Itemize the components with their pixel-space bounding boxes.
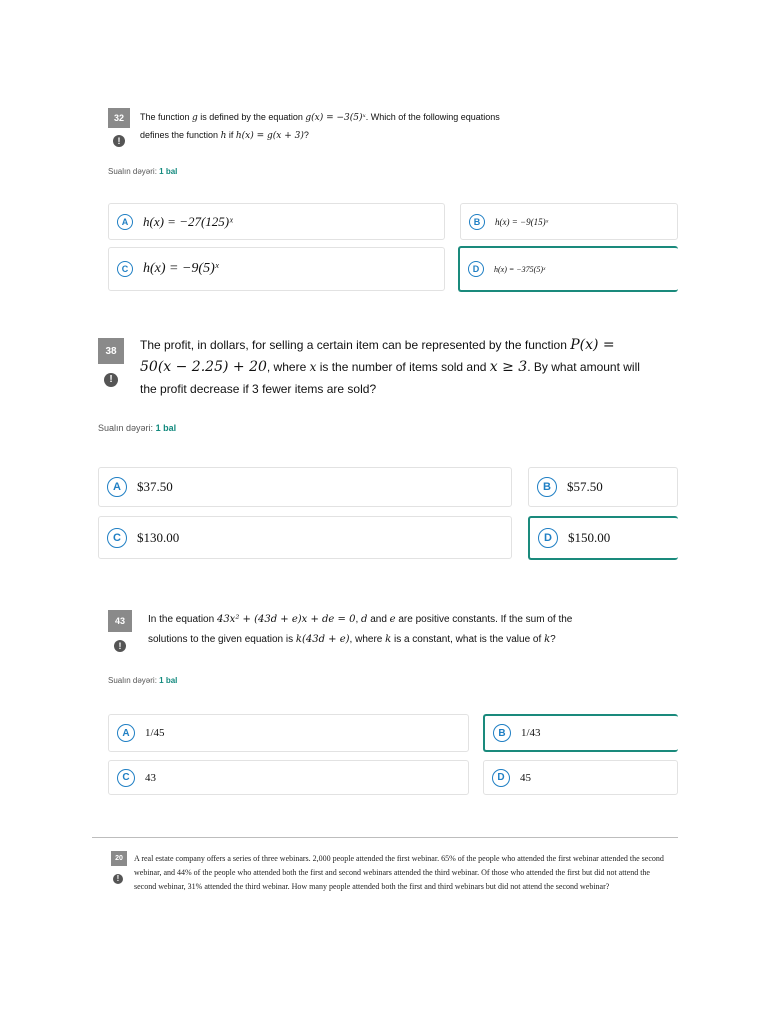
option-letter-a: A [107,477,127,497]
question-text: In the equation 43x² + (43d + e)x + de = 0, d and e are positive constants. If the sum of the solutions to the given equation is k(43d + e), where k is a constant, what is the value of k? [148,614,573,645]
option-letter-b: B [493,724,511,742]
answer-option-d[interactable] [528,516,678,560]
option-text: 45 [520,771,531,784]
option-letter-d: D [492,769,510,787]
question-number-badge: 32 [108,108,130,128]
question-text: The function g is defined by the equation g(x) = −3(5)ˣ. Which of the following equations defines the function h if h(x) = g(x + 3)? [140,112,500,141]
answer-option-b[interactable] [483,714,678,752]
option-letter-d: D [538,528,558,548]
option-text: 1/45 [145,727,165,739]
question-text: A real estate company offers a series of three webinars. 2,000 people attended the first webinar. 65% of the people who attended the first webinar attended the second webinar, and 44% of the people who attended both the first and second webinars attended the third webinar. Of those who attended the first but did not attend the second webinar, 31% attended the third webinar. How many people attended both the first and third webinars but did not attend the second webinar? [134,854,664,891]
option-letter-a: A [117,724,135,742]
option-text: 43 [145,771,156,784]
option-text: h(x) = −27(125)ˣ [143,213,233,229]
question-number-badge: 20 [111,851,127,866]
option-text: $37.50 [137,479,173,494]
answer-option-d[interactable] [458,246,678,292]
alert-icon[interactable]: ! [113,135,125,147]
alert-icon[interactable]: ! [104,373,118,387]
answer-option-b[interactable] [460,203,678,240]
answer-option-c[interactable] [98,516,512,559]
question-points: Sualın dəyəri: 1 bal [108,167,178,176]
option-text: h(x) = −375(5)ˣ [494,264,546,274]
answer-option-c[interactable] [108,247,445,291]
question-number-badge: 38 [98,338,124,364]
answer-option-a[interactable] [108,203,445,240]
option-text: $130.00 [137,529,180,545]
option-text: $150.00 [568,530,611,545]
option-letter-a: A [117,214,133,230]
option-letter-b: B [537,477,557,497]
option-text: $57.50 [567,479,603,494]
option-text: h(x) = −9(15)ˣ [495,216,549,227]
option-text: h(x) = −9(5)ˣ [143,261,219,276]
answer-option-b[interactable] [528,467,678,507]
answer-option-a[interactable] [98,467,512,507]
answer-option-a[interactable] [108,714,469,752]
answer-option-c[interactable] [108,760,469,795]
question-number-badge: 43 [108,610,132,632]
question-points: Sualın dəyəri: 1 bal [108,676,178,685]
section-divider [92,837,678,838]
option-letter-c: C [117,769,135,787]
option-letter-b: B [469,214,485,230]
option-letter-c: C [117,261,133,277]
answer-option-d[interactable] [483,760,678,795]
alert-icon[interactable]: ! [114,640,126,652]
option-letter-c: C [107,528,127,548]
question-text: The profit, in dollars, for selling a certain item can be represented by the function P(x) = 50(x − 2.25) + 20, where x is the number of items sold and x ≥ 3. By what amount will the profit decrease if 3 fewer items are sold? [140,337,640,396]
option-text: 1/43 [521,727,541,739]
option-letter-d: D [468,261,484,277]
alert-icon[interactable]: ! [113,874,123,884]
question-points: Sualın dəyəri: 1 bal [98,423,177,433]
